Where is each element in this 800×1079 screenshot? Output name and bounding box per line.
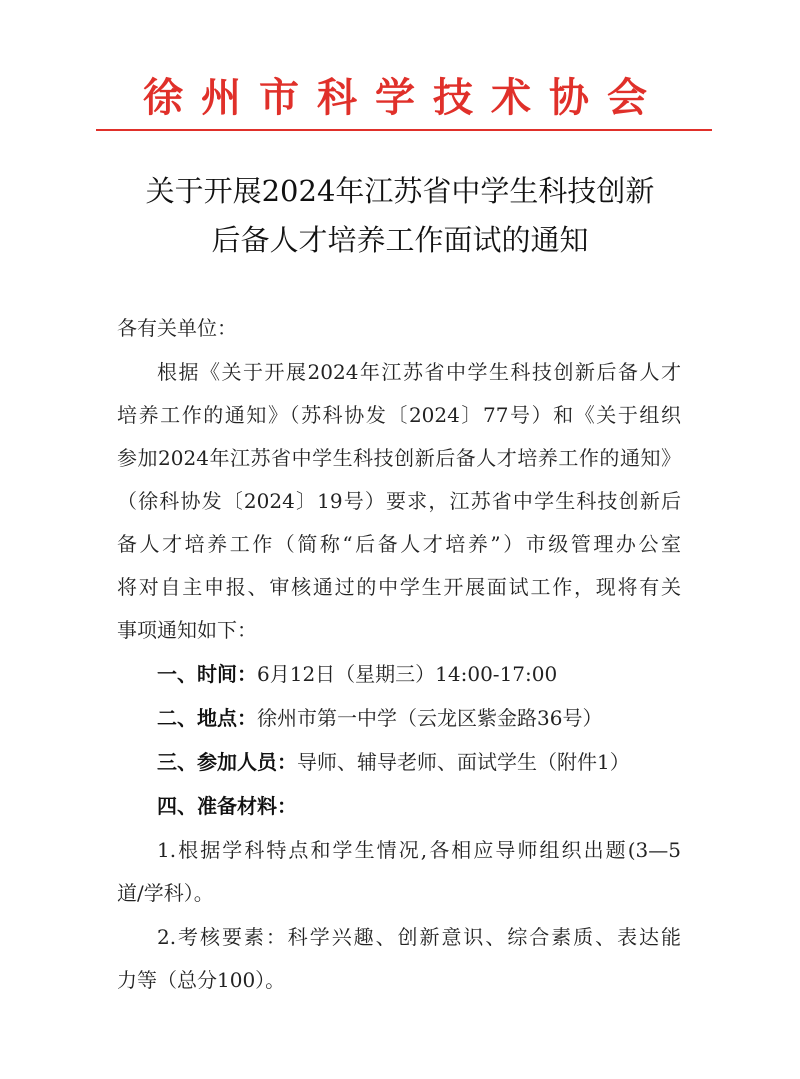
item-location (157, 704, 602, 732)
paragraph-line-5: 备人才培养工作（简称“后备人才培养”）市级管理办公室 (117, 532, 681, 556)
item-location-value: 徐州市第一中学（云龙区紫金路36号） (257, 706, 603, 730)
item-participants (157, 748, 630, 776)
document-title-line-2: 后备人才培养工作面试的通知 (211, 223, 589, 257)
item-time-label: 一、时间： (157, 662, 257, 686)
paragraph-line-3: 参加2024年江苏省中学生科技创新后备人才培养工作的通知》 (117, 446, 681, 470)
item-materials (157, 792, 297, 820)
paragraph-line-1: 根据《关于开展2024年江苏省中学生科技创新后备人才 (157, 360, 681, 384)
header-divider (96, 129, 712, 131)
item-location-label: 二、地点： (157, 706, 257, 730)
material-1-line-2: 道/学科）。 (117, 881, 214, 905)
item-participants-label: 三、参加人员： (157, 750, 297, 774)
material-2-line-2: 力等（总分100）。 (117, 968, 286, 992)
item-participants-value: 导师、辅导老师、面试学生（附件1） (297, 750, 630, 774)
item-time-value: 6月12日（星期三）14:00-17:00 (257, 662, 558, 686)
document-title-line-1: 关于开展2024年江苏省中学生科技创新 (145, 174, 655, 208)
paragraph-line-6: 将对自主申报、审核通过的中学生开展面试工作，现将有关 (117, 575, 681, 599)
paragraph-line-4: （徐科协发〔2024〕19号）要求，江苏省中学生科技创新后 (117, 489, 681, 513)
organization-header: 徐州市科学技术协会 (143, 75, 665, 121)
paragraph-line-2: 培养工作的通知》（苏科协发〔2024〕77号）和《关于组织 (117, 403, 681, 427)
paragraph-line-7: 事项通知如下： (117, 618, 257, 642)
material-2-line-1: 2.考核要素：科学兴趣、创新意识、综合素质、表达能 (157, 925, 681, 949)
item-time (157, 660, 557, 688)
material-1-line-1: 1.根据学科特点和学生情况,各相应导师组织出题(3—5 (157, 838, 681, 862)
item-materials-label: 四、准备材料： (157, 794, 297, 818)
salutation: 各有关单位： (117, 316, 237, 340)
